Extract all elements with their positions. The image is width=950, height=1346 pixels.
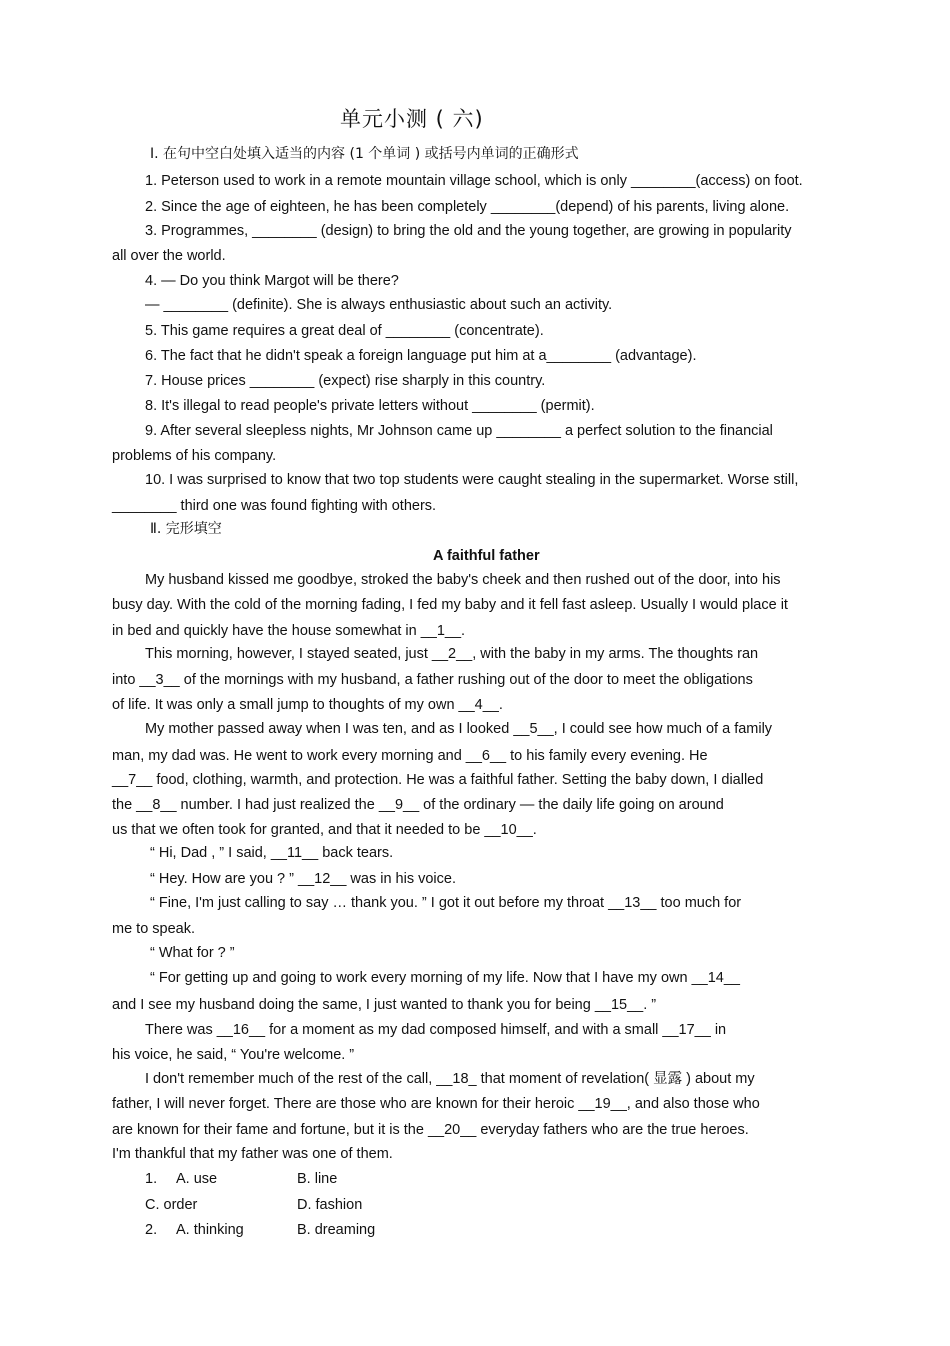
passage-line: “ What for ? ”: [150, 945, 235, 961]
exercise-item-cont: all over the world.: [112, 248, 226, 264]
exercise-item-cont: problems of his company.: [112, 448, 277, 464]
option-b: B. line: [297, 1171, 338, 1187]
passage-line: of life. It was only a small jump to thoughts of my own __4__.: [112, 697, 503, 713]
passage-line: “ Hey. How are you ? ” __12__ was in his voice.: [150, 871, 456, 887]
passage-line: father, I will never forget. There are those who are known for their heroic __19__, and also those who: [112, 1096, 760, 1112]
passage-line: busy day. With the cold of the morning fading, I fed my baby and it fell fast asleep. Usually I would place it: [112, 597, 788, 613]
page-title: 单元小测 ( 六): [340, 107, 484, 131]
exercise-item: 1. Peterson used to work in a remote mountain village school, which is only ________(access) on foot.: [145, 173, 803, 189]
option-a: A. use: [176, 1171, 218, 1187]
option-number: 1.: [145, 1171, 158, 1187]
passage-line: us that we often took for granted, and that it needed to be __10__.: [112, 822, 537, 838]
exercise-item: 5. This game requires a great deal of ________ (concentrate).: [145, 323, 544, 339]
passage-line: “ For getting up and going to work every morning of my life. Now that I have my own __14__: [150, 970, 740, 986]
passage-line: “ Hi, Dad , ” I said, __11__ back tears.: [150, 845, 394, 861]
option-c: C. order: [145, 1197, 198, 1213]
passage-line: are known for their fame and fortune, but it is the __20__ everyday fathers who are the true heroes.: [112, 1122, 749, 1138]
passage-line: the __8__ number. I had just realized the __9__ of the ordinary — the daily life going on around: [112, 797, 724, 813]
exercise-item: 2. Since the age of eighteen, he has been completely ________(depend) of his parents, living alone.: [145, 199, 790, 215]
passage-line: My mother passed away when I was ten, and as I looked __5__, I could see how much of a family: [145, 721, 773, 737]
passage-line: me to speak.: [112, 921, 196, 937]
passage-line: in bed and quickly have the house somewhat in __1__.: [112, 623, 466, 639]
passage-line: and I see my husband doing the same, I just wanted to thank you for being __15__. ”: [112, 997, 657, 1013]
option-a: A. thinking: [176, 1222, 244, 1238]
passage-title: A faithful father: [433, 548, 540, 564]
exercise-item-cont: — ________ (definite). She is always enthusiastic about such an activity.: [145, 297, 613, 313]
option-d: D. fashion: [297, 1197, 363, 1213]
exercise-item: 3. Programmes, ________ (design) to bring the old and the young together, are growing in popularity: [145, 223, 792, 239]
option-number: 2.: [145, 1222, 158, 1238]
passage-line: into __3__ of the mornings with my husband, a father rushing out of the door to meet the obligations: [112, 672, 753, 688]
passage-line: My husband kissed me goodbye, stroked the baby's cheek and then rushed out of the door, into his: [145, 572, 781, 588]
passage-line: man, my dad was. He went to work every morning and __6__ to his family every evening. He: [112, 748, 708, 764]
exercise-item: 7. House prices ________ (expect) rise sharply in this country.: [145, 373, 546, 389]
exercise-item: 9. After several sleepless nights, Mr Johnson came up ________ a perfect solution to the financial: [145, 423, 773, 439]
passage-line: __7__ food, clothing, warmth, and protection. He was a faithful father. Setting the baby down, I dialled: [112, 772, 764, 788]
section1-heading: Ⅰ. 在句中空白处填入适当的内容 (1 个单词 ) 或括号内单词的正确形式: [150, 146, 579, 162]
passage-line: “ Fine, I'm just calling to say … thank you. ” I got it out before my throat __13__ too much for: [150, 895, 742, 911]
exercise-item: 6. The fact that he didn't speak a foreign language put him at a________ (advantage).: [145, 348, 697, 364]
exercise-item-cont: ________ third one was found fighting with others.: [112, 498, 437, 514]
exercise-item: 8. It's illegal to read people's private letters without ________ (permit).: [145, 398, 595, 414]
exercise-item: 10. I was surprised to know that two top students were caught stealing in the supermarket. Worse still,: [145, 472, 799, 488]
option-b: B. dreaming: [297, 1222, 376, 1238]
passage-line: his voice, he said, “ You're welcome. ”: [112, 1047, 355, 1063]
passage-line: There was __16__ for a moment as my dad composed himself, and with a small __17__ in: [145, 1022, 727, 1038]
passage-line: I don't remember much of the rest of the call, __18_ that moment of revelation( 显露 ) about my: [145, 1071, 755, 1087]
section2-heading: Ⅱ. 完形填空: [150, 521, 222, 537]
passage-line: This morning, however, I stayed seated, just __2__, with the baby in my arms. The thoughts ran: [145, 646, 759, 662]
exercise-item: 4. — Do you think Margot will be there?: [145, 273, 399, 289]
passage-line: I'm thankful that my father was one of them.: [112, 1146, 393, 1162]
